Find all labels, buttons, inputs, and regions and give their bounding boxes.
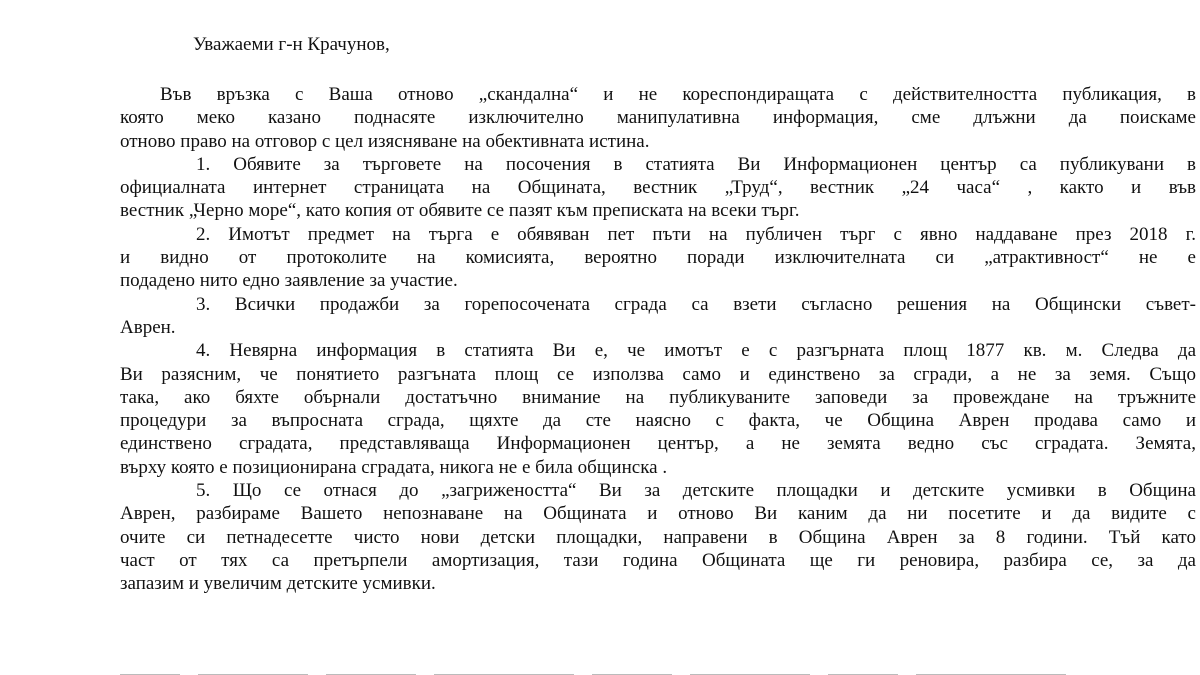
point-line: 3. Всички продажби за горепосочената сграда са взети съгласно решения на Общински съвет- bbox=[196, 293, 1196, 315]
point-line: подадено нито едно заявление за участие. bbox=[120, 270, 458, 292]
letter-body bbox=[120, 83, 1196, 596]
point-line: Аврен. bbox=[120, 316, 176, 338]
point-line: върху която е позиционирана сградата, никога не е била общинска . bbox=[120, 456, 668, 478]
cut-off-text-line bbox=[120, 664, 1196, 675]
point-line: и видно от протоколите на комисията, вероятно поради изключителната си „атрактивност“ не е bbox=[120, 247, 1196, 269]
point-line: вестник „Черно море“, като копия от обявите се пазят към преписката на всеки търг. bbox=[120, 200, 800, 222]
point-line: единствено сградата, представляваща Информационен център, а не земята ведно със сградата. Земята, bbox=[120, 433, 1196, 455]
point-3 bbox=[120, 293, 1196, 340]
point-line: Ви разясним, че понятието разгъната площ се използва само и единствено за сгради, а не за земя. Също bbox=[120, 363, 1196, 385]
point-1 bbox=[120, 153, 1196, 223]
point-line: 1. Обявите за търговете на посочения в статията Ви Информационен център са публикувани в bbox=[196, 153, 1196, 175]
salutation: Уважаеми г-н Крачунов, bbox=[193, 34, 390, 55]
intro-paragraph bbox=[120, 83, 1196, 153]
point-line: 4. Невярна информация в статията Ви е, че имотът е с разгърната площ 1877 кв. м. Следва да bbox=[196, 340, 1196, 362]
intro-line: отново право на отговор с цел изясняване на обективната истина. bbox=[120, 130, 650, 152]
point-line: очите си петнадесетте чисто нови детски площадки, направени в Община Аврен за 8 години. Тъй като bbox=[120, 526, 1196, 548]
point-2 bbox=[120, 223, 1196, 293]
point-line: запазим и увеличим детските усмивки. bbox=[120, 573, 436, 595]
intro-line: Във връзка с Ваша отново „скандална“ и не кореспондиращата с действителността публикация, в bbox=[160, 84, 1196, 105]
intro-line: която меко казано поднасяте изключително манипулативна информация, сме длъжни да поискаме bbox=[120, 107, 1196, 129]
point-line: 5. Що се отнася до „загрижеността“ Ви за детските площадки и детските усмивки в Община bbox=[196, 480, 1196, 502]
point-5 bbox=[120, 479, 1196, 595]
point-line: част от тях са претърпели амортизация, тази година Общината ще ги реновира, разбира се, за да bbox=[120, 549, 1196, 571]
point-line: 2. Имотът предмет на търга е обявяван пет пъти на публичен търг с явно наддаване през 2018 г. bbox=[196, 223, 1196, 245]
point-line: официалната интернет страницата на Общината, вестник „Труд“, вестник „24 часа“ , както и във bbox=[120, 177, 1196, 199]
point-4 bbox=[120, 339, 1196, 479]
point-line: така, ако бяхте обърнали достатъчно внимание на публикуваните заповеди за провеждане на тръжните bbox=[120, 386, 1196, 408]
point-line: Аврен, разбираме Вашето непознаване на Общината и отново Ви каним да ни посетите и да видите с bbox=[120, 503, 1196, 525]
point-line: процедури за въпросната сграда, щяхте да сте наясно с факта, че Община Аврен продава само и bbox=[120, 410, 1196, 432]
